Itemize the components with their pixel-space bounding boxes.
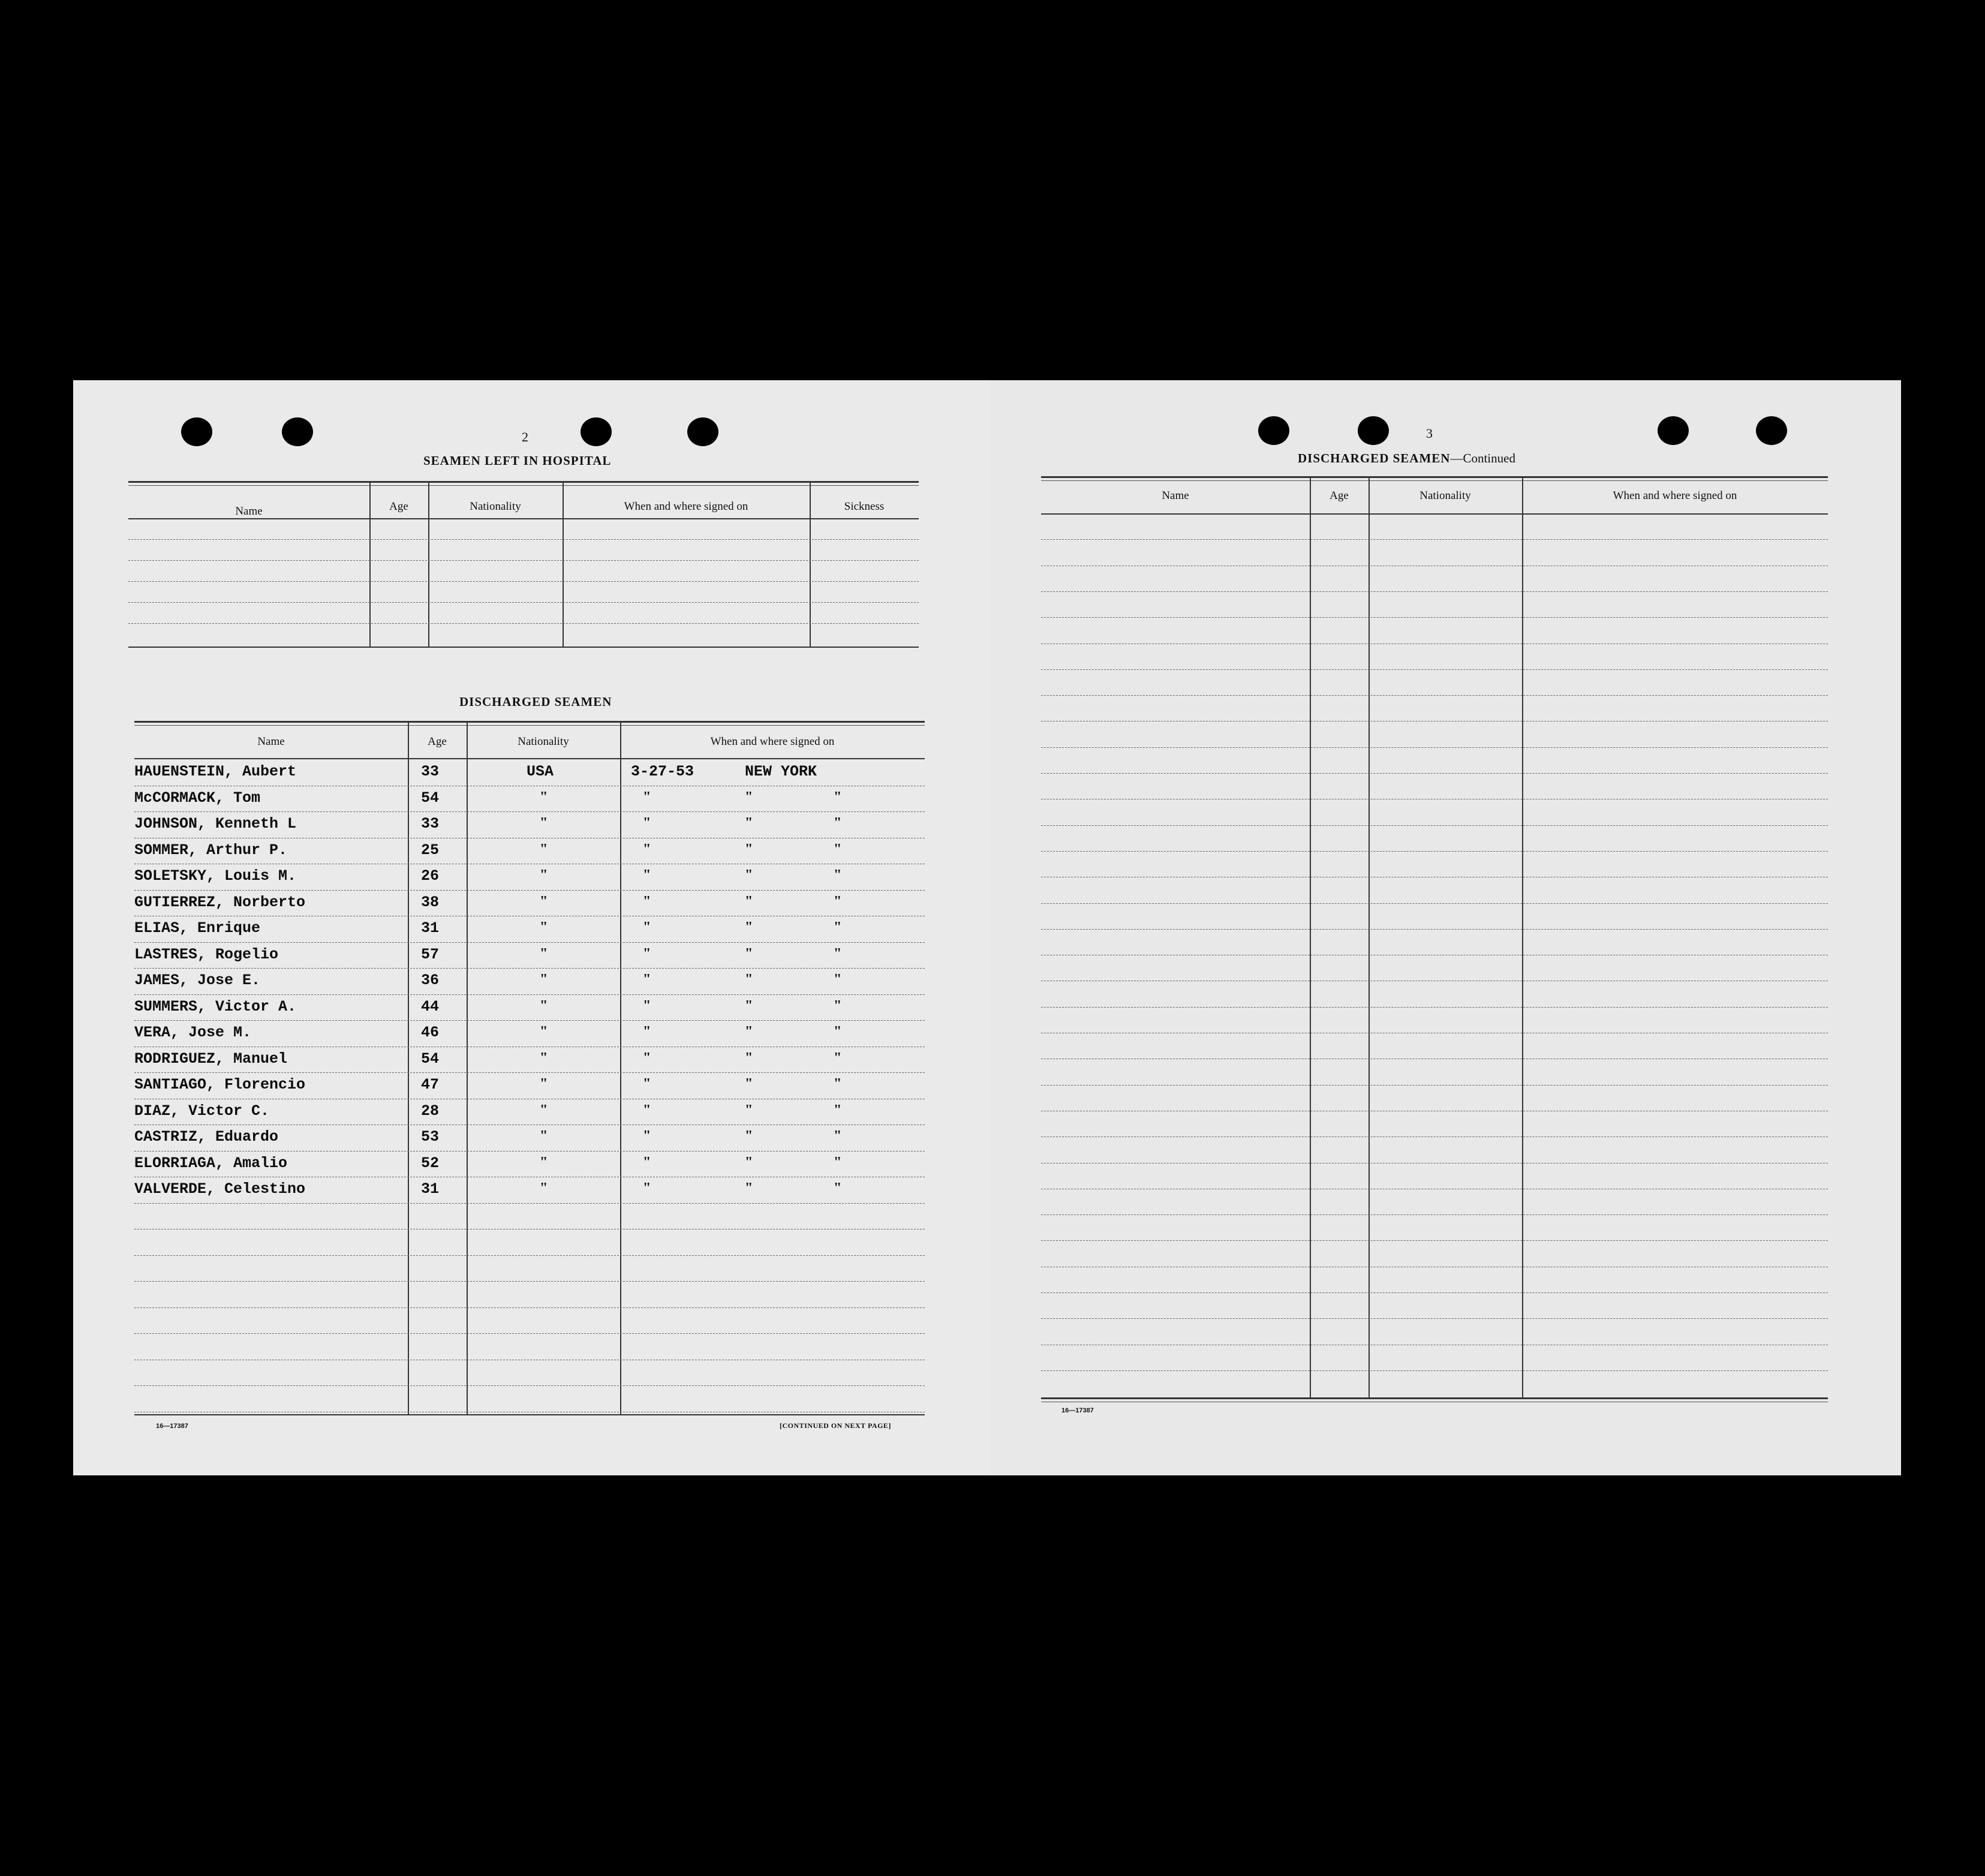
table-row-rule [134,1333,925,1334]
discharged-table [134,721,925,1415]
signed-on-date: " [643,815,651,831]
seaman-nationality: " [540,815,548,831]
signed-on-place-ditto: " [834,815,842,831]
seaman-age: 25 [421,841,440,859]
table-row-rule [1041,1370,1828,1371]
seaman-name: VERA, Jose M. [134,1024,252,1041]
seaman-name: ELORRIAGA, Amalio [134,1154,288,1172]
table-row-rule [1041,539,1828,540]
signed-on-place: " [745,893,753,909]
seaman-name: SOMMER, Arthur P. [134,841,288,859]
table-row-rule [1041,1163,1828,1164]
punch-hole [1658,416,1689,445]
seaman-nationality: " [540,919,548,935]
table-row-rule [134,811,925,812]
table-row-rule [128,602,919,603]
signed-on-date: " [643,1050,651,1066]
signed-on-place: " [745,1076,753,1092]
signed-on-place-ditto: " [834,789,842,805]
signed-on-date: " [643,1128,651,1144]
table-row-rule [134,994,925,995]
hospital-table [128,481,919,648]
seaman-age: 33 [421,763,440,780]
signed-on-place: " [745,841,753,857]
signed-on-place: " [745,972,753,987]
seaman-nationality: " [540,789,548,805]
seaman-nationality: " [540,1050,548,1066]
table-row-rule [134,1020,925,1021]
table-row-rule [1041,851,1828,852]
table-row-rule [1041,825,1828,826]
page-number: 2 [522,429,528,444]
table-row-rule [128,623,919,624]
signed-on-place-ditto: " [834,945,842,961]
table-row-rule [1041,617,1828,618]
table-row-rule [128,539,919,540]
signed-on-place: " [745,1024,753,1039]
seaman-nationality: " [540,972,548,987]
col-header-name: Name [1162,489,1189,502]
col-header-signed-on: When and where signed on [1613,489,1737,502]
seaman-age: 52 [421,1154,440,1172]
table-row-rule [134,942,925,943]
seaman-nationality: " [540,1102,548,1118]
seaman-name: SUMMERS, Victor A. [134,997,297,1015]
seaman-age: 54 [421,1050,440,1068]
seaman-name: ELIAS, Enrique [134,919,261,937]
continued-note: [CONTINUED ON NEXT PAGE] [780,1421,891,1430]
seaman-nationality: " [540,1076,548,1092]
form-code: 16—17387 [156,1423,188,1430]
seaman-age: 44 [421,997,440,1015]
punch-hole [581,417,612,446]
table-row-rule [1041,669,1828,670]
signed-on-date: 3-27-53 [631,763,694,780]
punch-hole [1258,416,1289,445]
signed-on-place-ditto: " [834,1076,842,1092]
discharged-continued-table [1041,476,1828,1400]
seaman-age: 26 [421,867,440,885]
signed-on-place: " [745,1180,753,1196]
signed-on-place-ditto: " [834,867,842,883]
seaman-name: LASTRES, Rogelio [134,945,279,963]
table-row-rule [1041,1292,1828,1293]
seaman-age: 47 [421,1076,440,1093]
seaman-name: CASTRIZ, Eduardo [134,1128,279,1146]
signed-on-place-ditto: " [834,997,842,1014]
signed-on-date: " [643,789,651,805]
table-row-rule [1041,747,1828,748]
discharged-continued-title [1298,451,1515,466]
signed-on-date: " [643,919,651,935]
seaman-name: SANTIAGO, Florencio [134,1076,306,1093]
seaman-nationality: " [540,1128,548,1144]
seaman-nationality: " [540,997,548,1014]
seaman-nationality: USA [527,763,554,780]
seaman-age: 57 [421,945,440,963]
signed-on-place-ditto: " [834,919,842,935]
table-row-rule [1041,1085,1828,1086]
punch-hole [1358,416,1389,445]
table-row-rule [1041,929,1828,930]
signed-on-place: " [745,1154,753,1170]
left-page [73,380,997,1475]
col-header-nationality: Nationality [1419,489,1471,502]
col-header-signed-on: When and where signed on [710,735,835,748]
signed-on-place-ditto: " [834,841,842,857]
page-number: 3 [1426,426,1433,441]
seaman-nationality: " [540,945,548,961]
seaman-name: DIAZ, Victor C. [134,1102,270,1120]
signed-on-date: " [643,1102,651,1118]
signed-on-place-ditto: " [834,1154,842,1170]
table-row-rule [1041,695,1828,696]
signed-on-date: " [643,945,651,961]
signed-on-place-ditto: " [834,1128,842,1144]
table-row-rule [1041,1318,1828,1319]
form-code: 16—17387 [1061,1407,1094,1414]
seaman-nationality: " [540,1180,548,1196]
table-row-rule [134,1203,925,1204]
table-row-rule [134,1385,925,1386]
signed-on-date: " [643,1154,651,1170]
seaman-name: GUTIERREZ, Norberto [134,893,306,911]
signed-on-place: " [745,867,753,883]
table-row-rule [1041,1007,1828,1008]
signed-on-date: " [643,867,651,883]
signed-on-date: " [643,1024,651,1039]
table-row-rule [134,1281,925,1282]
seaman-age: 33 [421,815,440,832]
table-row-rule [1041,903,1828,904]
signed-on-date: " [643,841,651,857]
seaman-age: 31 [421,1180,440,1198]
seaman-name: VALVERDE, Celestino [134,1180,306,1198]
col-header-age: Age [428,735,447,748]
table-row-rule [1041,1240,1828,1241]
seaman-age: 54 [421,789,440,807]
seaman-age: 28 [421,1102,440,1120]
signed-on-place: " [745,1102,753,1118]
punch-hole [1756,416,1787,445]
title-suffix: —Continued [1450,451,1515,465]
signed-on-place: " [745,815,753,831]
right-page [990,380,1901,1475]
seaman-nationality: " [540,893,548,909]
table-row-rule [1041,1214,1828,1215]
signed-on-place: " [745,789,753,805]
seaman-age: 36 [421,972,440,989]
punch-hole [282,417,313,446]
signed-on-place-ditto: " [834,893,842,909]
signed-on-place: " [745,945,753,961]
signed-on-place: " [745,1128,753,1144]
seaman-name: JAMES, Jose E. [134,972,261,989]
col-header-age: Age [389,500,408,513]
signed-on-place: NEW YORK [745,763,817,780]
col-header-age: Age [1330,489,1349,502]
signed-on-date: " [643,1076,651,1092]
col-header-signed-on: When and where signed on [624,500,748,513]
table-row-rule [134,890,925,891]
col-header-name: Name [235,505,263,518]
signed-on-place: " [745,997,753,1014]
seaman-nationality: " [540,841,548,857]
seaman-name: SOLETSKY, Louis M. [134,867,297,885]
signed-on-date: " [643,972,651,987]
table-row-rule [134,1072,925,1073]
seaman-age: 53 [421,1128,440,1146]
seaman-nationality: " [540,867,548,883]
signed-on-place-ditto: " [834,1180,842,1196]
punch-hole [181,417,212,446]
punch-hole [687,417,718,446]
table-row-rule [128,581,919,582]
signed-on-date: " [643,893,651,909]
signed-on-place: " [745,919,753,935]
signed-on-place-ditto: " [834,1024,842,1039]
seaman-age: 46 [421,1024,440,1041]
col-header-nationality: Nationality [470,500,521,513]
col-header-sickness: Sickness [844,500,885,513]
table-row-rule [128,560,919,561]
seaman-name: McCORMACK, Tom [134,789,261,807]
seaman-age: 38 [421,893,440,911]
hospital-section-title: SEAMEN LEFT IN HOSPITAL [423,453,612,468]
table-row-rule [1041,773,1828,774]
discharged-section-title: DISCHARGED SEAMEN [459,695,612,709]
signed-on-date: " [643,997,651,1014]
seaman-nationality: " [540,1024,548,1039]
col-header-nationality: Nationality [518,735,569,748]
seaman-age: 31 [421,919,440,937]
table-row-rule [134,1255,925,1256]
table-row-rule [1041,591,1828,592]
signed-on-place-ditto: " [834,1050,842,1066]
table-row-rule [134,968,925,969]
table-row-rule [134,1151,925,1152]
seaman-nationality: " [540,1154,548,1170]
signed-on-place-ditto: " [834,1102,842,1118]
signed-on-date: " [643,1180,651,1196]
table-row-rule [134,1307,925,1308]
title-main: DISCHARGED SEAMEN [1298,451,1451,465]
signed-on-place-ditto: " [834,972,842,987]
seaman-name: HAUENSTEIN, Aubert [134,763,297,780]
signed-on-place: " [745,1050,753,1066]
col-header-name: Name [257,735,285,748]
seaman-name: RODRIGUEZ, Manuel [134,1050,288,1068]
seaman-name: JOHNSON, Kenneth L [134,815,297,832]
